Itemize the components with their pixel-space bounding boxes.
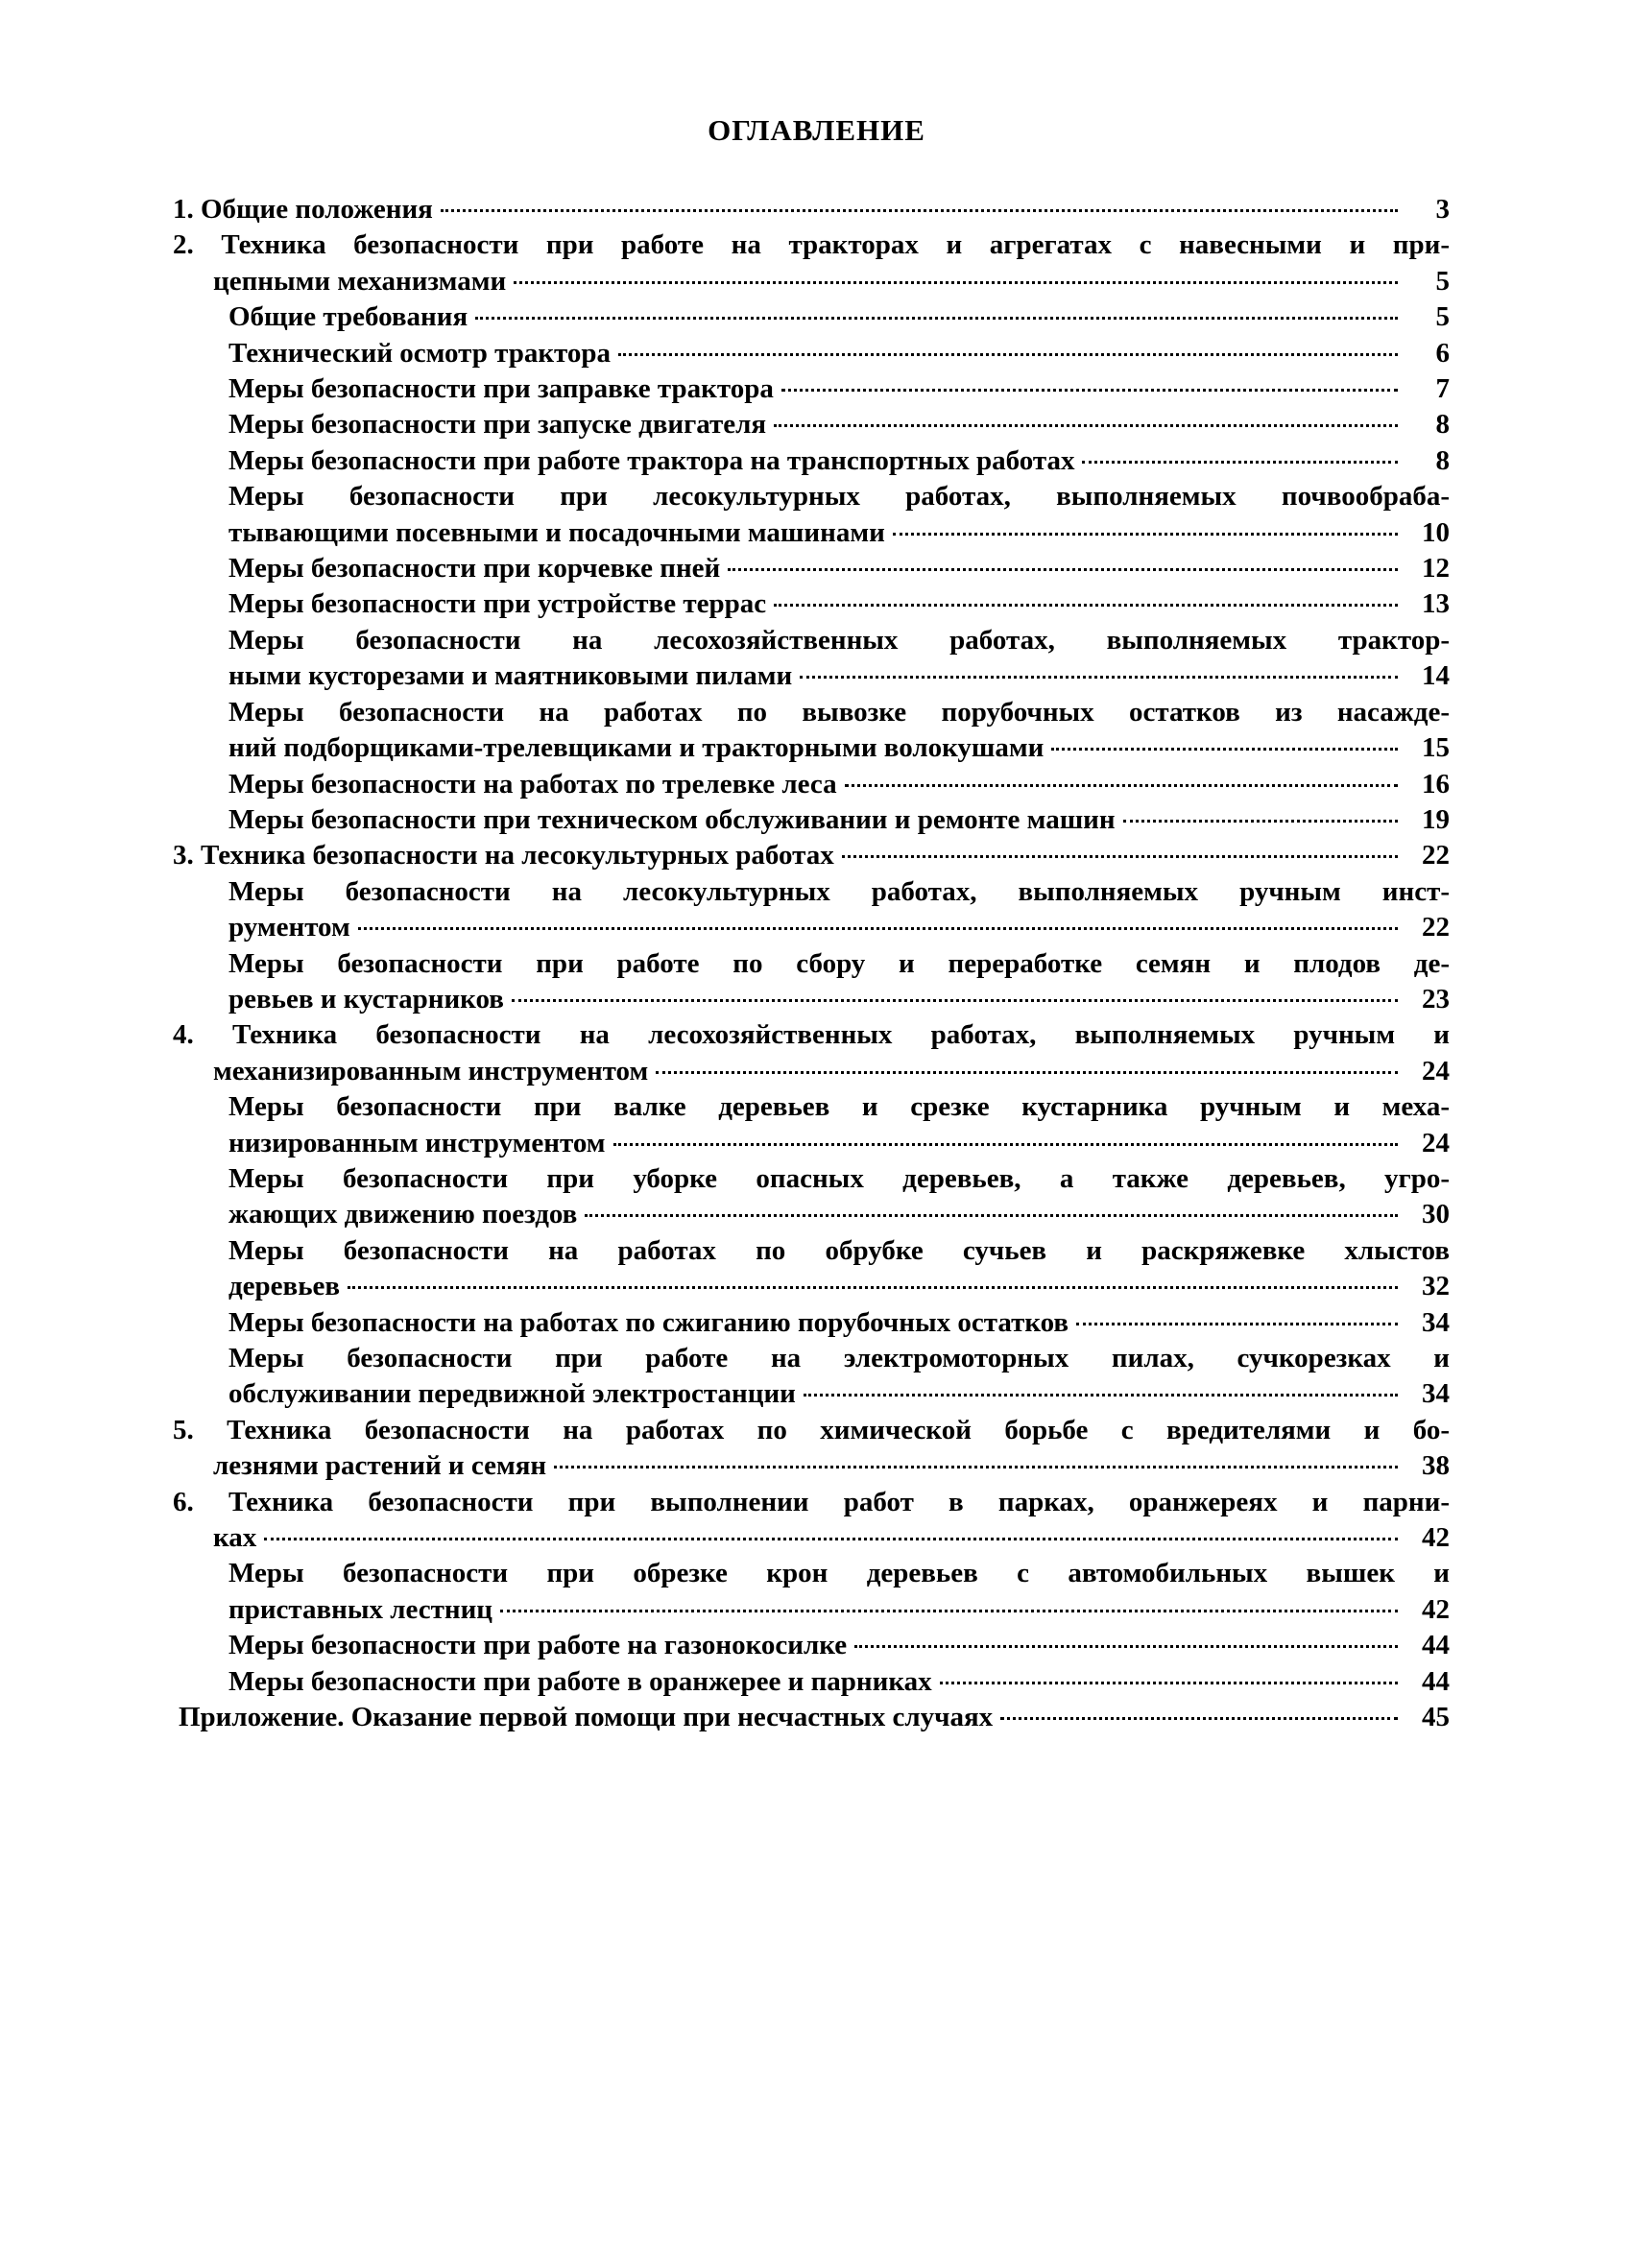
toc-entry-text: Меры безопасности при работе по сбору и переработке семян и плодов де- bbox=[228, 947, 1450, 979]
toc-entry bbox=[0, 1341, 1633, 1413]
toc-entry-text: обслуживании передвижной электростанции bbox=[228, 1378, 796, 1410]
toc-entry-text: Меры безопасности на работах по сжиганию порубочных остатков bbox=[228, 1306, 1069, 1338]
toc-entry-text: деревьев bbox=[228, 1271, 341, 1302]
toc-entry-text: Меры безопасности на работах по трелевке леса bbox=[228, 768, 837, 800]
toc-entry-text: жающих движению поездов bbox=[228, 1199, 578, 1230]
dot-leader bbox=[1123, 819, 1398, 823]
toc-page-number: 24 bbox=[1422, 1127, 1450, 1158]
toc-entry-text: Меры безопасности при обрезке крон деревьев с автомобильных вышек и bbox=[228, 1558, 1450, 1589]
toc-entry bbox=[0, 407, 1633, 442]
toc-page-number: 5 bbox=[1435, 301, 1450, 333]
toc-entry bbox=[0, 1089, 1633, 1161]
toc-entry bbox=[0, 695, 1633, 767]
toc-entry-text: низированным инструментом bbox=[228, 1127, 606, 1158]
toc-page-number: 8 bbox=[1435, 409, 1450, 441]
toc-page-number: 12 bbox=[1422, 553, 1450, 585]
dot-leader bbox=[264, 1537, 1398, 1540]
toc-entry-text: ках bbox=[213, 1522, 257, 1554]
toc-entry bbox=[0, 838, 1633, 873]
toc-entry-text: Меры безопасности на лесохозяйственных работах, выполняемых трактор- bbox=[228, 624, 1450, 656]
toc-entry-text: 2. Техника безопасности при работе на тракторах и агрегатах с навесными и при- bbox=[173, 229, 1450, 261]
toc-page-number: 19 bbox=[1422, 803, 1450, 835]
toc-page-number: 22 bbox=[1422, 912, 1450, 943]
toc-entry-text: Меры безопасности при техническом обслуживании и ремонте машин bbox=[228, 803, 1116, 835]
dot-leader bbox=[893, 532, 1398, 536]
toc-entry-text: Меры безопасности при запуске двигателя bbox=[228, 409, 767, 441]
toc-entry-text: Меры безопасности при работе трактора на транспортных работах bbox=[228, 444, 1075, 476]
dot-leader bbox=[554, 1465, 1398, 1468]
toc-entry-text: 6. Техника безопасности при выполнении работ в парках, оранжереях и парни- bbox=[173, 1486, 1450, 1517]
toc-entry bbox=[0, 443, 1633, 479]
table-of-contents bbox=[0, 192, 1633, 1735]
toc-page-number: 15 bbox=[1422, 732, 1450, 764]
toc-entry-text: тывающими посевными и посадочными машинами bbox=[228, 516, 885, 548]
toc-entry-text: Технический осмотр трактора bbox=[228, 337, 612, 369]
toc-entry bbox=[0, 1700, 1633, 1735]
toc-entry-text: Меры безопасности при заправке трактора bbox=[228, 373, 774, 405]
toc-page-number: 13 bbox=[1422, 588, 1450, 620]
dot-leader bbox=[800, 675, 1398, 679]
dot-leader bbox=[358, 926, 1398, 930]
dot-leader bbox=[1082, 460, 1398, 464]
toc-entry-text: ний подборщиками-трелевщиками и тракторными волокушами bbox=[228, 732, 1045, 764]
dot-leader bbox=[940, 1681, 1398, 1684]
toc-entry-text: Меры безопасности на лесокультурных работах, выполняемых ручным инст- bbox=[228, 875, 1450, 907]
toc-entry bbox=[0, 1305, 1633, 1341]
toc-entry bbox=[0, 1556, 1633, 1628]
toc-entry bbox=[0, 479, 1633, 551]
toc-page-number: 3 bbox=[1435, 194, 1450, 225]
toc-page-number: 44 bbox=[1422, 1665, 1450, 1697]
toc-page-number: 34 bbox=[1422, 1378, 1450, 1410]
dot-leader bbox=[475, 316, 1398, 320]
toc-entry-text: 3. Техника безопасности на лесокультурных работах bbox=[173, 840, 834, 871]
toc-entry bbox=[0, 1413, 1633, 1485]
toc-entry bbox=[0, 192, 1633, 227]
toc-page-number: 14 bbox=[1422, 660, 1450, 692]
toc-entry bbox=[0, 1664, 1633, 1700]
toc-entry-text: ными кусторезами и маятниковыми пилами bbox=[228, 660, 793, 692]
toc-entry bbox=[0, 586, 1633, 622]
toc-entry-text: лезнями растений и семян bbox=[213, 1450, 547, 1482]
toc-entry bbox=[0, 371, 1633, 407]
dot-leader bbox=[781, 388, 1398, 392]
toc-entry bbox=[0, 1161, 1633, 1233]
toc-entry-text: Меры безопасности на работах по вывозке порубочных остатков из насажде- bbox=[228, 696, 1450, 728]
toc-entry bbox=[0, 1233, 1633, 1305]
dot-leader bbox=[585, 1213, 1398, 1217]
toc-entry-text: Меры безопасности при устройстве террас bbox=[228, 588, 767, 620]
dot-leader bbox=[618, 352, 1398, 356]
toc-entry-text: 1. Общие положения bbox=[173, 194, 433, 225]
dot-leader bbox=[854, 1644, 1398, 1648]
toc-entry bbox=[0, 623, 1633, 695]
toc-entry-text: рументом bbox=[228, 912, 350, 943]
toc-page-number: 30 bbox=[1422, 1199, 1450, 1230]
toc-entry bbox=[0, 874, 1633, 946]
dot-leader bbox=[842, 854, 1398, 858]
dot-leader bbox=[500, 1609, 1398, 1612]
toc-page-number: 34 bbox=[1422, 1306, 1450, 1338]
toc-page-number: 38 bbox=[1422, 1450, 1450, 1482]
toc-entry bbox=[0, 946, 1633, 1018]
toc-entry bbox=[0, 227, 1633, 299]
dot-leader bbox=[804, 1393, 1398, 1397]
dot-leader bbox=[845, 783, 1398, 787]
dot-leader bbox=[613, 1142, 1398, 1146]
toc-entry-text: 5. Техника безопасности на работах по химической борьбе с вредителями и бо- bbox=[173, 1414, 1450, 1445]
toc-page-number: 22 bbox=[1422, 840, 1450, 871]
toc-entry-text: ревьев и кустарников bbox=[228, 983, 504, 1015]
toc-page-number: 42 bbox=[1422, 1593, 1450, 1625]
toc-entry bbox=[0, 1485, 1633, 1557]
toc-entry bbox=[0, 1628, 1633, 1663]
toc-entry-text: Меры безопасности при уборке опасных деревьев, а также деревьев, угро- bbox=[228, 1162, 1450, 1194]
dot-leader bbox=[514, 280, 1398, 284]
toc-page-number: 32 bbox=[1422, 1271, 1450, 1302]
toc-entry-text: 4. Техника безопасности на лесохозяйственных работах, выполняемых ручным и bbox=[173, 1019, 1450, 1051]
dot-leader bbox=[1076, 1322, 1398, 1325]
toc-entry bbox=[0, 1017, 1633, 1089]
dot-leader bbox=[441, 208, 1398, 212]
toc-page-number: 24 bbox=[1422, 1055, 1450, 1086]
dot-leader bbox=[774, 603, 1398, 607]
dot-leader bbox=[1000, 1716, 1398, 1720]
toc-entry-text: Меры безопасности при работе на газонокосилке bbox=[228, 1630, 848, 1661]
toc-entry bbox=[0, 802, 1633, 838]
toc-page-number: 5 bbox=[1435, 265, 1450, 297]
dot-leader bbox=[348, 1285, 1398, 1289]
toc-entry-text: Меры безопасности при работе на электромоторных пилах, сучкорезках и bbox=[228, 1343, 1450, 1373]
toc-entry-text: Общие требования bbox=[228, 301, 468, 333]
toc-entry-text: Приложение. Оказание первой помощи при несчастных случаях bbox=[179, 1702, 994, 1733]
toc-entry-text: Меры безопасности при корчевке пней bbox=[228, 553, 721, 585]
toc-entry bbox=[0, 299, 1633, 335]
toc-entry-text: Меры безопасности при валке деревьев и срезке кустарника ручным и меха- bbox=[228, 1091, 1450, 1123]
toc-page-number: 16 bbox=[1422, 768, 1450, 800]
dot-leader bbox=[728, 567, 1398, 571]
dot-leader bbox=[774, 423, 1398, 427]
toc-page-number: 42 bbox=[1422, 1522, 1450, 1554]
toc-entry-text: Меры безопасности при лесокультурных работах, выполняемых почвообраба- bbox=[228, 481, 1450, 513]
toc-page-number: 10 bbox=[1422, 516, 1450, 548]
toc-page-number: 45 bbox=[1422, 1702, 1450, 1733]
toc-page-number: 23 bbox=[1422, 983, 1450, 1015]
toc-entry-text: цепными механизмами bbox=[213, 265, 507, 297]
toc-page-number: 7 bbox=[1435, 373, 1450, 405]
toc-page-number: 44 bbox=[1422, 1630, 1450, 1661]
dot-leader bbox=[1051, 747, 1398, 751]
toc-page-number: 8 bbox=[1435, 444, 1450, 476]
toc-entry-text: механизированным инструментом bbox=[213, 1055, 649, 1086]
toc-entry bbox=[0, 767, 1633, 802]
toc-entry bbox=[0, 551, 1633, 586]
page-title: ОГЛАВЛЕНИЕ bbox=[708, 113, 925, 147]
dot-leader bbox=[512, 998, 1398, 1002]
toc-entry-text: Меры безопасности на работах по обрубке сучьев и раскряжевке хлыстов bbox=[228, 1234, 1450, 1266]
toc-entry-text: приставных лестниц bbox=[228, 1593, 493, 1625]
toc-page-number: 6 bbox=[1435, 337, 1450, 369]
toc-entry bbox=[0, 336, 1633, 371]
dot-leader bbox=[656, 1070, 1398, 1074]
toc-entry-text: Меры безопасности при работе в оранжерее и парниках bbox=[228, 1665, 932, 1697]
